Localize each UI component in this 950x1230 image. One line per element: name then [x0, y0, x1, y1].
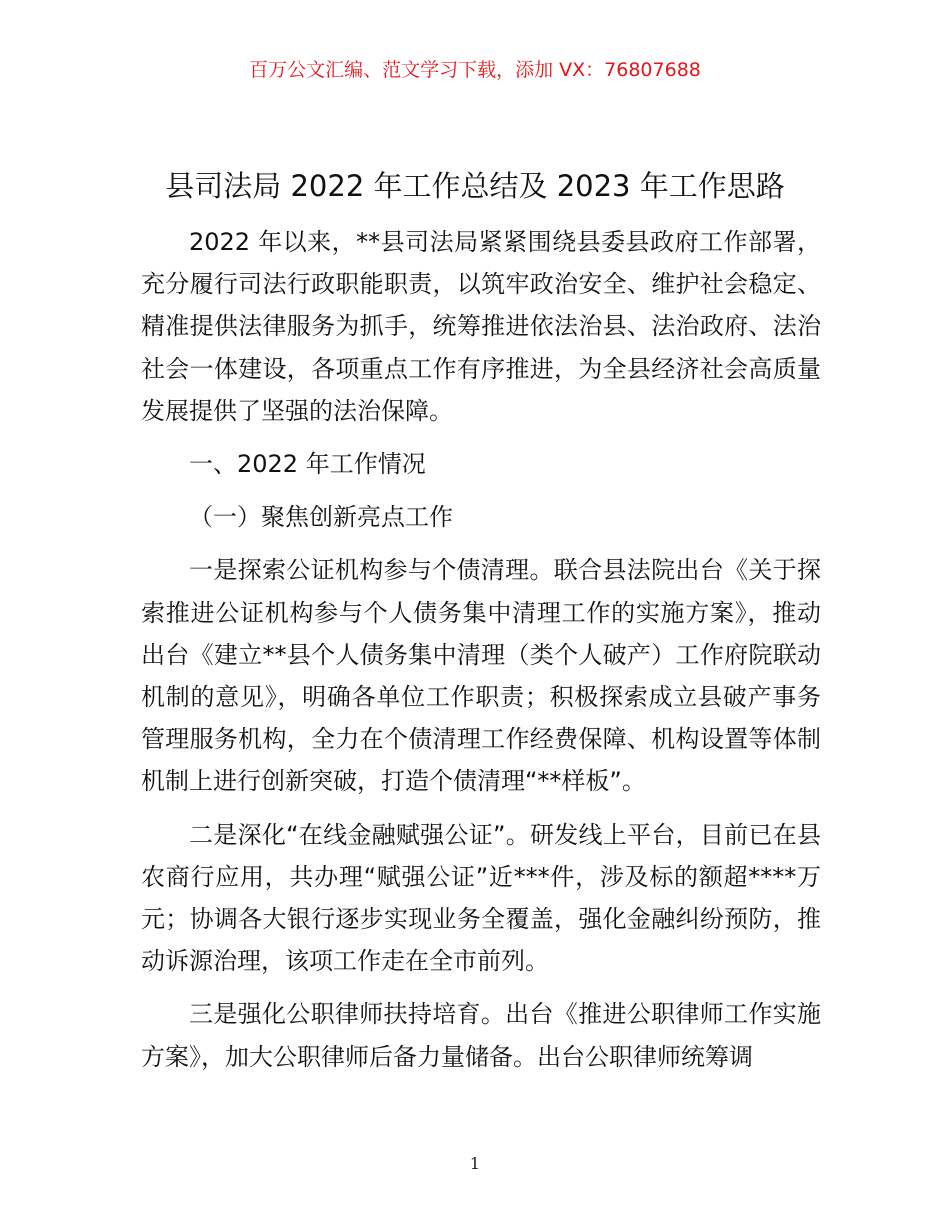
- page-number: 1: [469, 1154, 481, 1173]
- intro-paragraph: 2022 年以来，**县司法局紧紧围绕县委县政府工作部署，充分履行司法行政职能职责，以筑牢政治安全、维护社会稳定、精准提供法律服务为抓手，统筹推进依法治县、法治政府、法治社会一体建设，各项重点工作有序推进，为全县经济社会高质量发展提供了坚强的法治保障。: [141, 228, 821, 425]
- subsection-heading: （一）聚焦创新亮点工作: [189, 503, 453, 532]
- document-body: [141, 221, 821, 1078]
- header-banner: 百万公文汇编、范文学习下载，添加 VX：76807688: [249, 59, 701, 81]
- paragraph-item-2: 二是深化“在线金融赋强公证”。研发线上平台，目前已在县农商行应用，共办理“赋强公证”近***件，涉及标的额超****万元；协调各大银行逐步实现业务全覆盖，强化金融纠纷预防，推动诉源治理，该项工作走在全市前列。: [141, 820, 821, 976]
- paragraph-item-3: 三是强化公职律师扶持培育。出台《推进公职律师工作实施方案》，加大公职律师后备力量储备。出台公职律师统筹调: [141, 1000, 821, 1071]
- section-heading: 一、2022 年工作情况: [189, 450, 426, 479]
- paragraph-item-1: 一是探索公证机构参与个债清理。联合县法院出台《关于探索推进公证机构参与个人债务集中清理工作的实施方案》，推动出台《建立**县个人债务集中清理（类个人破产）工作府院联动机制的意见》，明确各单位工作职责；积极探索成立县破产事务管理服务机构，全力在个债清理工作经费保障、机构设置等体制机制上进行创新突破，打造个债清理“**样板”。: [141, 556, 821, 796]
- document-title: 县司法局 2022 年工作总结及 2023 年工作思路: [165, 169, 785, 203]
